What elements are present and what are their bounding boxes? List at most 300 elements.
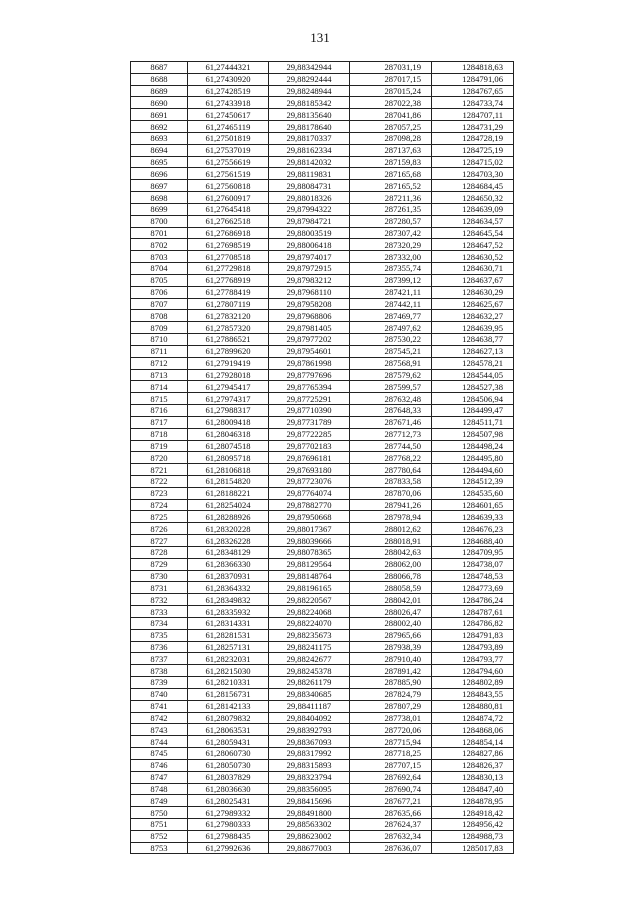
table-row bbox=[131, 428, 514, 440]
latitude-cell: 61,27919419 bbox=[188, 357, 269, 369]
table-row bbox=[131, 168, 514, 180]
y-coordinate-cell: 1284791,83 bbox=[432, 629, 514, 641]
x-coordinate-cell: 287978,94 bbox=[350, 511, 432, 523]
longitude-cell: 29,87882770 bbox=[269, 499, 350, 511]
y-coordinate-cell: 1284630,71 bbox=[432, 263, 514, 275]
x-coordinate-cell: 287599,57 bbox=[350, 381, 432, 393]
y-coordinate-cell: 1284787,61 bbox=[432, 606, 514, 618]
y-coordinate-cell: 1284688,40 bbox=[432, 535, 514, 547]
latitude-cell: 61,28060730 bbox=[188, 748, 269, 760]
y-coordinate-cell: 1284773,69 bbox=[432, 582, 514, 594]
longitude-cell: 29,87731789 bbox=[269, 416, 350, 428]
y-coordinate-cell: 1284843,55 bbox=[432, 688, 514, 700]
point-number-cell: 8735 bbox=[131, 629, 188, 641]
x-coordinate-cell: 287015,24 bbox=[350, 85, 432, 97]
longitude-cell: 29,87981405 bbox=[269, 322, 350, 334]
y-coordinate-cell: 1284632,27 bbox=[432, 310, 514, 322]
table-row bbox=[131, 109, 514, 121]
latitude-cell: 61,28257131 bbox=[188, 641, 269, 653]
latitude-cell: 61,27928018 bbox=[188, 369, 269, 381]
point-number-cell: 8722 bbox=[131, 475, 188, 487]
longitude-cell: 29,88220567 bbox=[269, 594, 350, 606]
latitude-cell: 61,28063531 bbox=[188, 724, 269, 736]
x-coordinate-cell: 287720,06 bbox=[350, 724, 432, 736]
y-coordinate-cell: 1284494,60 bbox=[432, 464, 514, 476]
longitude-cell: 29,88367093 bbox=[269, 736, 350, 748]
y-coordinate-cell: 1284639,33 bbox=[432, 511, 514, 523]
latitude-cell: 61,27899620 bbox=[188, 345, 269, 357]
longitude-cell: 29,88018326 bbox=[269, 192, 350, 204]
point-number-cell: 8737 bbox=[131, 653, 188, 665]
table-row bbox=[131, 405, 514, 417]
x-coordinate-cell: 287677,21 bbox=[350, 795, 432, 807]
latitude-cell: 61,28254024 bbox=[188, 499, 269, 511]
x-coordinate-cell: 287624,37 bbox=[350, 819, 432, 831]
latitude-cell: 61,28079832 bbox=[188, 712, 269, 724]
latitude-cell: 61,27662518 bbox=[188, 215, 269, 227]
longitude-cell: 29,88078365 bbox=[269, 546, 350, 558]
latitude-cell: 61,27988317 bbox=[188, 405, 269, 417]
y-coordinate-cell: 1284786,82 bbox=[432, 617, 514, 629]
point-number-cell: 8751 bbox=[131, 819, 188, 831]
y-coordinate-cell: 1284627,13 bbox=[432, 345, 514, 357]
latitude-cell: 61,27708518 bbox=[188, 251, 269, 263]
x-coordinate-cell: 287632,48 bbox=[350, 393, 432, 405]
x-coordinate-cell: 287807,29 bbox=[350, 700, 432, 712]
longitude-cell: 29,88178640 bbox=[269, 121, 350, 133]
table-row bbox=[131, 452, 514, 464]
latitude-cell: 61,28142133 bbox=[188, 700, 269, 712]
table-row bbox=[131, 617, 514, 629]
x-coordinate-cell: 287636,07 bbox=[350, 842, 432, 854]
point-number-cell: 8721 bbox=[131, 464, 188, 476]
point-number-cell: 8692 bbox=[131, 121, 188, 133]
point-number-cell: 8704 bbox=[131, 263, 188, 275]
x-coordinate-cell: 287530,22 bbox=[350, 334, 432, 346]
longitude-cell: 29,87983212 bbox=[269, 274, 350, 286]
longitude-cell: 29,87722285 bbox=[269, 428, 350, 440]
table-row bbox=[131, 369, 514, 381]
table-row bbox=[131, 771, 514, 783]
table-row bbox=[131, 85, 514, 97]
point-number-cell: 8743 bbox=[131, 724, 188, 736]
latitude-cell: 61,28095718 bbox=[188, 452, 269, 464]
x-coordinate-cell: 287648,33 bbox=[350, 405, 432, 417]
table-row bbox=[131, 62, 514, 74]
x-coordinate-cell: 287022,38 bbox=[350, 97, 432, 109]
y-coordinate-cell: 1284544,05 bbox=[432, 369, 514, 381]
point-number-cell: 8747 bbox=[131, 771, 188, 783]
x-coordinate-cell: 288042,63 bbox=[350, 546, 432, 558]
table-row bbox=[131, 345, 514, 357]
longitude-cell: 29,87977202 bbox=[269, 334, 350, 346]
latitude-cell: 61,28188221 bbox=[188, 487, 269, 499]
latitude-cell: 61,27430920 bbox=[188, 73, 269, 85]
longitude-cell: 29,87702183 bbox=[269, 440, 350, 452]
table-row bbox=[131, 192, 514, 204]
longitude-cell: 29,88003519 bbox=[269, 227, 350, 239]
longitude-cell: 29,88245378 bbox=[269, 665, 350, 677]
point-number-cell: 8711 bbox=[131, 345, 188, 357]
latitude-cell: 61,28106818 bbox=[188, 464, 269, 476]
y-coordinate-cell: 1284738,07 bbox=[432, 558, 514, 570]
y-coordinate-cell: 1284786,24 bbox=[432, 594, 514, 606]
point-number-cell: 8733 bbox=[131, 606, 188, 618]
x-coordinate-cell: 287399,12 bbox=[350, 274, 432, 286]
x-coordinate-cell: 287355,74 bbox=[350, 263, 432, 275]
longitude-cell: 29,87693180 bbox=[269, 464, 350, 476]
x-coordinate-cell: 288018,91 bbox=[350, 535, 432, 547]
point-number-cell: 8716 bbox=[131, 405, 188, 417]
table-row bbox=[131, 298, 514, 310]
y-coordinate-cell: 1284731,29 bbox=[432, 121, 514, 133]
longitude-cell: 29,88241175 bbox=[269, 641, 350, 653]
latitude-cell: 61,28326228 bbox=[188, 535, 269, 547]
longitude-cell: 29,87958208 bbox=[269, 298, 350, 310]
longitude-cell: 29,88224070 bbox=[269, 617, 350, 629]
point-number-cell: 8715 bbox=[131, 393, 188, 405]
point-number-cell: 8739 bbox=[131, 677, 188, 689]
latitude-cell: 61,28046318 bbox=[188, 428, 269, 440]
point-number-cell: 8748 bbox=[131, 783, 188, 795]
latitude-cell: 61,27600917 bbox=[188, 192, 269, 204]
x-coordinate-cell: 287280,57 bbox=[350, 215, 432, 227]
latitude-cell: 61,27992636 bbox=[188, 842, 269, 854]
longitude-cell: 29,87696181 bbox=[269, 452, 350, 464]
y-coordinate-cell: 1284703,30 bbox=[432, 168, 514, 180]
table-row bbox=[131, 748, 514, 760]
y-coordinate-cell: 1284498,24 bbox=[432, 440, 514, 452]
point-number-cell: 8712 bbox=[131, 357, 188, 369]
y-coordinate-cell: 1284878,95 bbox=[432, 795, 514, 807]
y-coordinate-cell: 1284625,67 bbox=[432, 298, 514, 310]
y-coordinate-cell: 1284639,95 bbox=[432, 322, 514, 334]
longitude-cell: 29,88623002 bbox=[269, 830, 350, 842]
x-coordinate-cell: 287497,62 bbox=[350, 322, 432, 334]
longitude-cell: 29,87974017 bbox=[269, 251, 350, 263]
table-row bbox=[131, 357, 514, 369]
latitude-cell: 61,27832120 bbox=[188, 310, 269, 322]
y-coordinate-cell: 1284728,19 bbox=[432, 132, 514, 144]
x-coordinate-cell: 287442,11 bbox=[350, 298, 432, 310]
point-number-cell: 8749 bbox=[131, 795, 188, 807]
point-number-cell: 8718 bbox=[131, 428, 188, 440]
latitude-cell: 61,28288926 bbox=[188, 511, 269, 523]
x-coordinate-cell: 287057,25 bbox=[350, 121, 432, 133]
x-coordinate-cell: 288066,78 bbox=[350, 570, 432, 582]
table-row bbox=[131, 227, 514, 239]
x-coordinate-cell: 288002,40 bbox=[350, 617, 432, 629]
point-number-cell: 8702 bbox=[131, 239, 188, 251]
point-number-cell: 8723 bbox=[131, 487, 188, 499]
latitude-cell: 61,28281531 bbox=[188, 629, 269, 641]
longitude-cell: 29,88491800 bbox=[269, 807, 350, 819]
x-coordinate-cell: 287041,86 bbox=[350, 109, 432, 121]
latitude-cell: 61,27556619 bbox=[188, 156, 269, 168]
table-row bbox=[131, 830, 514, 842]
point-number-cell: 8725 bbox=[131, 511, 188, 523]
latitude-cell: 61,28074518 bbox=[188, 440, 269, 452]
y-coordinate-cell: 1284630,29 bbox=[432, 286, 514, 298]
point-number-cell: 8742 bbox=[131, 712, 188, 724]
longitude-cell: 29,87984721 bbox=[269, 215, 350, 227]
longitude-cell: 29,88185342 bbox=[269, 97, 350, 109]
table-row bbox=[131, 121, 514, 133]
latitude-cell: 61,27788419 bbox=[188, 286, 269, 298]
point-number-cell: 8694 bbox=[131, 144, 188, 156]
latitude-cell: 61,28009418 bbox=[188, 416, 269, 428]
table-row bbox=[131, 464, 514, 476]
point-number-cell: 8687 bbox=[131, 62, 188, 74]
point-number-cell: 8709 bbox=[131, 322, 188, 334]
x-coordinate-cell: 287165,68 bbox=[350, 168, 432, 180]
x-coordinate-cell: 287332,00 bbox=[350, 251, 432, 263]
longitude-cell: 29,88342944 bbox=[269, 62, 350, 74]
x-coordinate-cell: 287692,64 bbox=[350, 771, 432, 783]
table-row bbox=[131, 203, 514, 215]
table-row bbox=[131, 535, 514, 547]
longitude-cell: 29,88323794 bbox=[269, 771, 350, 783]
x-coordinate-cell: 287712,73 bbox=[350, 428, 432, 440]
y-coordinate-cell: 1284707,11 bbox=[432, 109, 514, 121]
latitude-cell: 61,28348129 bbox=[188, 546, 269, 558]
point-number-cell: 8713 bbox=[131, 369, 188, 381]
point-number-cell: 8706 bbox=[131, 286, 188, 298]
point-number-cell: 8700 bbox=[131, 215, 188, 227]
latitude-cell: 61,27686918 bbox=[188, 227, 269, 239]
point-number-cell: 8703 bbox=[131, 251, 188, 263]
table-row bbox=[131, 819, 514, 831]
y-coordinate-cell: 1284645,54 bbox=[432, 227, 514, 239]
longitude-cell: 29,88315893 bbox=[269, 759, 350, 771]
table-row bbox=[131, 511, 514, 523]
x-coordinate-cell: 287632,34 bbox=[350, 830, 432, 842]
y-coordinate-cell: 1284725,19 bbox=[432, 144, 514, 156]
y-coordinate-cell: 1284818,63 bbox=[432, 62, 514, 74]
latitude-cell: 61,28314331 bbox=[188, 617, 269, 629]
table-row bbox=[131, 475, 514, 487]
x-coordinate-cell: 287635,66 bbox=[350, 807, 432, 819]
latitude-cell: 61,28156731 bbox=[188, 688, 269, 700]
latitude-cell: 61,27989332 bbox=[188, 807, 269, 819]
latitude-cell: 61,27433918 bbox=[188, 97, 269, 109]
coordinates-table-body bbox=[131, 62, 514, 854]
point-number-cell: 8738 bbox=[131, 665, 188, 677]
point-number-cell: 8734 bbox=[131, 617, 188, 629]
x-coordinate-cell: 287211,36 bbox=[350, 192, 432, 204]
longitude-cell: 29,88411187 bbox=[269, 700, 350, 712]
x-coordinate-cell: 287261,35 bbox=[350, 203, 432, 215]
latitude-cell: 61,27501819 bbox=[188, 132, 269, 144]
y-coordinate-cell: 1285017,83 bbox=[432, 842, 514, 854]
table-row bbox=[131, 700, 514, 712]
longitude-cell: 29,88356095 bbox=[269, 783, 350, 795]
x-coordinate-cell: 287715,94 bbox=[350, 736, 432, 748]
table-row bbox=[131, 263, 514, 275]
x-coordinate-cell: 287159,83 bbox=[350, 156, 432, 168]
longitude-cell: 29,88162334 bbox=[269, 144, 350, 156]
point-number-cell: 8696 bbox=[131, 168, 188, 180]
y-coordinate-cell: 1284511,71 bbox=[432, 416, 514, 428]
x-coordinate-cell: 287768,22 bbox=[350, 452, 432, 464]
longitude-cell: 29,87723076 bbox=[269, 475, 350, 487]
y-coordinate-cell: 1284506,94 bbox=[432, 393, 514, 405]
table-row bbox=[131, 546, 514, 558]
y-coordinate-cell: 1284794,60 bbox=[432, 665, 514, 677]
point-number-cell: 8688 bbox=[131, 73, 188, 85]
table-row bbox=[131, 712, 514, 724]
y-coordinate-cell: 1284638,77 bbox=[432, 334, 514, 346]
point-number-cell: 8745 bbox=[131, 748, 188, 760]
x-coordinate-cell: 287870,06 bbox=[350, 487, 432, 499]
table-row bbox=[131, 759, 514, 771]
latitude-cell: 61,27945417 bbox=[188, 381, 269, 393]
x-coordinate-cell: 287718,25 bbox=[350, 748, 432, 760]
longitude-cell: 29,88415696 bbox=[269, 795, 350, 807]
latitude-cell: 61,27698519 bbox=[188, 239, 269, 251]
x-coordinate-cell: 288062,00 bbox=[350, 558, 432, 570]
table-row bbox=[131, 842, 514, 854]
point-number-cell: 8730 bbox=[131, 570, 188, 582]
point-number-cell: 8732 bbox=[131, 594, 188, 606]
x-coordinate-cell: 288042,01 bbox=[350, 594, 432, 606]
latitude-cell: 61,27465119 bbox=[188, 121, 269, 133]
y-coordinate-cell: 1284733,74 bbox=[432, 97, 514, 109]
y-coordinate-cell: 1284988,73 bbox=[432, 830, 514, 842]
x-coordinate-cell: 287738,01 bbox=[350, 712, 432, 724]
point-number-cell: 8741 bbox=[131, 700, 188, 712]
longitude-cell: 29,88119831 bbox=[269, 168, 350, 180]
point-number-cell: 8740 bbox=[131, 688, 188, 700]
longitude-cell: 29,88135640 bbox=[269, 109, 350, 121]
latitude-cell: 61,27988435 bbox=[188, 830, 269, 842]
table-row bbox=[131, 499, 514, 511]
latitude-cell: 61,27807119 bbox=[188, 298, 269, 310]
y-coordinate-cell: 1284527,38 bbox=[432, 381, 514, 393]
table-row bbox=[131, 215, 514, 227]
x-coordinate-cell: 287824,79 bbox=[350, 688, 432, 700]
point-number-cell: 8736 bbox=[131, 641, 188, 653]
y-coordinate-cell: 1284748,53 bbox=[432, 570, 514, 582]
point-number-cell: 8717 bbox=[131, 416, 188, 428]
longitude-cell: 29,87954601 bbox=[269, 345, 350, 357]
table-row bbox=[131, 251, 514, 263]
table-row bbox=[131, 724, 514, 736]
table-row bbox=[131, 393, 514, 405]
table-row bbox=[131, 594, 514, 606]
table-row bbox=[131, 570, 514, 582]
longitude-cell: 29,88196165 bbox=[269, 582, 350, 594]
point-number-cell: 8719 bbox=[131, 440, 188, 452]
longitude-cell: 29,88317992 bbox=[269, 748, 350, 760]
latitude-cell: 61,28210331 bbox=[188, 677, 269, 689]
table-row bbox=[131, 310, 514, 322]
y-coordinate-cell: 1284535,60 bbox=[432, 487, 514, 499]
latitude-cell: 61,28364332 bbox=[188, 582, 269, 594]
x-coordinate-cell: 287579,62 bbox=[350, 369, 432, 381]
longitude-cell: 29,87861998 bbox=[269, 357, 350, 369]
x-coordinate-cell: 287568,91 bbox=[350, 357, 432, 369]
latitude-cell: 61,28370931 bbox=[188, 570, 269, 582]
y-coordinate-cell: 1284956,42 bbox=[432, 819, 514, 831]
y-coordinate-cell: 1284676,23 bbox=[432, 523, 514, 535]
longitude-cell: 29,88677003 bbox=[269, 842, 350, 854]
latitude-cell: 61,27857320 bbox=[188, 322, 269, 334]
point-number-cell: 8699 bbox=[131, 203, 188, 215]
x-coordinate-cell: 287885,90 bbox=[350, 677, 432, 689]
table-row bbox=[131, 629, 514, 641]
point-number-cell: 8726 bbox=[131, 523, 188, 535]
longitude-cell: 29,88129564 bbox=[269, 558, 350, 570]
y-coordinate-cell: 1284767,65 bbox=[432, 85, 514, 97]
point-number-cell: 8708 bbox=[131, 310, 188, 322]
longitude-cell: 29,88148764 bbox=[269, 570, 350, 582]
point-number-cell: 8705 bbox=[131, 274, 188, 286]
y-coordinate-cell: 1284918,42 bbox=[432, 807, 514, 819]
table-row bbox=[131, 641, 514, 653]
x-coordinate-cell: 287017,15 bbox=[350, 73, 432, 85]
latitude-cell: 61,27444321 bbox=[188, 62, 269, 74]
longitude-cell: 29,87765394 bbox=[269, 381, 350, 393]
latitude-cell: 61,28366330 bbox=[188, 558, 269, 570]
point-number-cell: 8720 bbox=[131, 452, 188, 464]
longitude-cell: 29,88017367 bbox=[269, 523, 350, 535]
y-coordinate-cell: 1284791,06 bbox=[432, 73, 514, 85]
latitude-cell: 61,27768919 bbox=[188, 274, 269, 286]
x-coordinate-cell: 287690,74 bbox=[350, 783, 432, 795]
table-row bbox=[131, 807, 514, 819]
x-coordinate-cell: 287320,29 bbox=[350, 239, 432, 251]
longitude-cell: 29,87972915 bbox=[269, 263, 350, 275]
point-number-cell: 8752 bbox=[131, 830, 188, 842]
x-coordinate-cell: 288026,47 bbox=[350, 606, 432, 618]
table-row bbox=[131, 156, 514, 168]
longitude-cell: 29,88142032 bbox=[269, 156, 350, 168]
table-row bbox=[131, 132, 514, 144]
x-coordinate-cell: 287165,52 bbox=[350, 180, 432, 192]
table-row bbox=[131, 286, 514, 298]
point-number-cell: 8710 bbox=[131, 334, 188, 346]
latitude-cell: 61,28232031 bbox=[188, 653, 269, 665]
latitude-cell: 61,27645418 bbox=[188, 203, 269, 215]
longitude-cell: 29,88563302 bbox=[269, 819, 350, 831]
x-coordinate-cell: 287421,11 bbox=[350, 286, 432, 298]
longitude-cell: 29,87764074 bbox=[269, 487, 350, 499]
table-row bbox=[131, 783, 514, 795]
longitude-cell: 29,88392793 bbox=[269, 724, 350, 736]
y-coordinate-cell: 1284647,52 bbox=[432, 239, 514, 251]
table-row bbox=[131, 677, 514, 689]
y-coordinate-cell: 1284826,37 bbox=[432, 759, 514, 771]
page-number: 131 bbox=[310, 30, 330, 45]
y-coordinate-cell: 1284847,40 bbox=[432, 783, 514, 795]
latitude-cell: 61,27450617 bbox=[188, 109, 269, 121]
table-row bbox=[131, 795, 514, 807]
longitude-cell: 29,88235673 bbox=[269, 629, 350, 641]
table-row bbox=[131, 487, 514, 499]
table-row bbox=[131, 144, 514, 156]
table-row bbox=[131, 274, 514, 286]
y-coordinate-cell: 1284650,32 bbox=[432, 192, 514, 204]
table-row bbox=[131, 334, 514, 346]
longitude-cell: 29,88006418 bbox=[269, 239, 350, 251]
longitude-cell: 29,87797696 bbox=[269, 369, 350, 381]
longitude-cell: 29,87994322 bbox=[269, 203, 350, 215]
latitude-cell: 61,28335932 bbox=[188, 606, 269, 618]
point-number-cell: 8729 bbox=[131, 558, 188, 570]
point-number-cell: 8693 bbox=[131, 132, 188, 144]
table-row bbox=[131, 97, 514, 109]
